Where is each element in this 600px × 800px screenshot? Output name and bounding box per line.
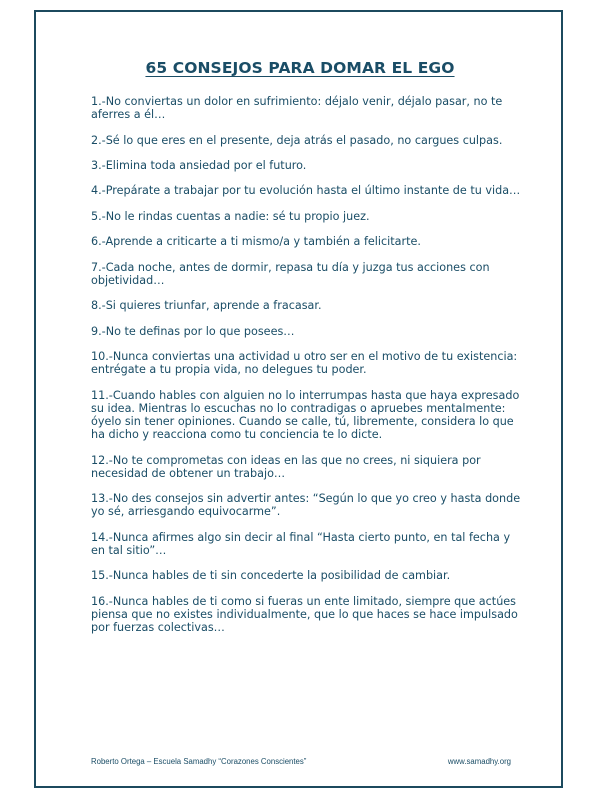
advice-item-4: 4.-Prepárate a trabajar por tu evolución hasta el último instante de tu vida… <box>91 184 521 198</box>
advice-item-16: 16.-Nunca hables de ti como si fueras un ente limitado, siempre que actúes piensa que no existes individualmente, que lo que haces se hace impulsado por fuerzas colectivas… <box>91 594 518 635</box>
advice-item-7: 7.-Cada noche, antes de dormir, repasa tu día y juzga tus acciones con objetividad… <box>91 260 490 287</box>
advice-item-14: 14.-Nunca afirmes algo sin decir al final “Hasta cierto punto, en tal fecha y en tal sitio”… <box>91 530 511 557</box>
advice-item-1: 1.-No conviertas un dolor en sufrimiento: déjalo venir, déjalo pasar, no te aferres a él… <box>91 95 503 122</box>
advice-item-9: 9.-No te definas por lo que posees… <box>91 324 295 338</box>
advice-item-3: 3.-Elimina toda ansiedad por el futuro. <box>91 158 307 172</box>
footer-website: www.samadhy.org <box>447 757 511 766</box>
advice-item-11: 11.-Cuando hables con alguien no lo interrumpas hasta que haya expresado su idea. Mientras lo escuchas no lo contradigas o apruebes mentalmente: óyelo sin tener opiniones. Cuando se calle, tú, libremente, considera lo que ha dicho y reacciona como tu conciencia te lo dicte. <box>91 388 520 442</box>
advice-item-8: 8.-Si quieres triunfar, aprende a fracasar. <box>91 299 322 313</box>
advice-list <box>91 95 523 646</box>
advice-item-15: 15.-Nunca hables de ti sin concederte la posibilidad de cambiar. <box>91 569 451 583</box>
footer-credit: Roberto Ortega – Escuela Samadhy “Corazones Conscientes” <box>91 757 307 766</box>
advice-item-2: 2.-Sé lo que eres en el presente, deja atrás el pasado, no cargues culpas. <box>91 133 503 147</box>
advice-item-10: 10.-Nunca conviertas una actividad u otro ser en el motivo de tu existencia: entrégate a tu propia vida, no delegues tu poder. <box>91 349 518 377</box>
document-title: 65 CONSEJOS PARA DOMAR EL EGO <box>145 59 455 77</box>
advice-item-12: 12.-No te comprometas con ideas en las que no crees, ni siquiera por necesidad de obtener un trabajo… <box>91 453 481 480</box>
advice-item-13: 13.-No des consejos sin advertir antes: “Según lo que yo creo y hasta donde yo sé, arriesgando equivocarme”. <box>91 492 521 519</box>
advice-item-6: 6.-Aprende a criticarte a ti mismo/a y también a felicitarte. <box>91 235 421 249</box>
advice-item-5: 5.-No le rindas cuentas a nadie: sé tu propio juez. <box>91 209 370 223</box>
